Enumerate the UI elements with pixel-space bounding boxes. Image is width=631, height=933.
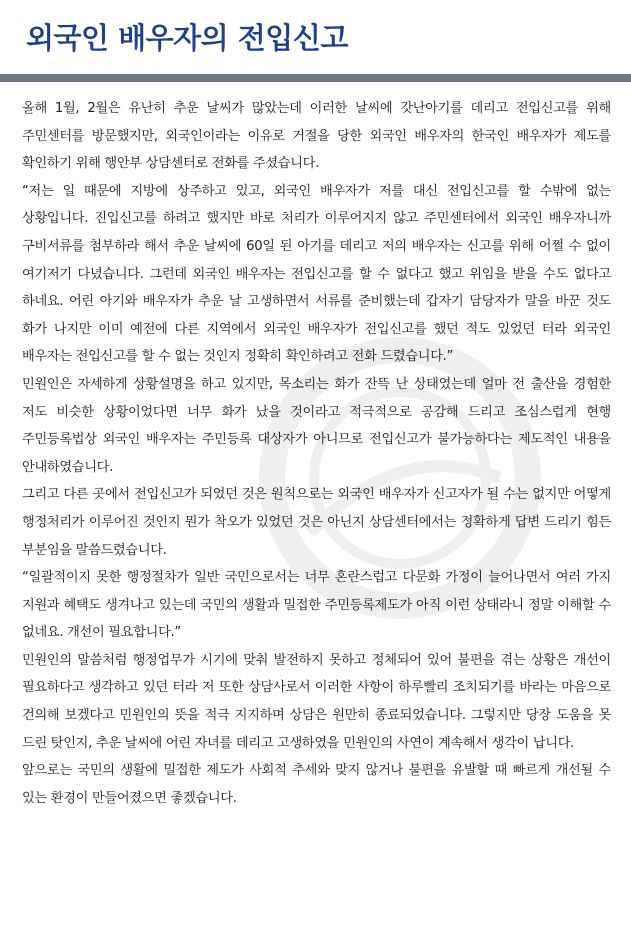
paragraph: 올해 1월, 2월은 유난히 추운 날씨가 많았는데 이러한 날씨에 갓난아기를 데리고 전입신고를 위해 주민센터를 방문했지만, 외국인이라는 이유로 거절을 당한 외국인 배우자의 한국인 배우자가 제도를 확인하기 위해 행안부 상담센터로 전화를 주셨습니다. [22, 101, 611, 172]
title-divider [0, 74, 631, 82]
article-title: 외국인 배우자의 전입신고 [26, 21, 348, 55]
paragraph: “저는 일 때문에 지방에 상주하고 있고, 외국인 배우자가 저를 대신 전입신고를 할 수밖에 없는 상황입니다. 진입신고를 하려고 했지만 바로 처리가 이루어지지 않고 주민센터에서 외국인 배우자니까 구비서류를 첨부하라 해서 추운 날씨에 60일 된 아기를 데리고 저의 배우자는 신고를 위해 어쩔 수 없이 여기저기 다녔습니다. 그런데 외국인 배우자는 전입신고를 할 수 없다고 했고 위임을 받을 수도 없다고 하네요. 어린 아기와 배우자가 추운 날 고생하면서 서류를 준비했는데 갑자기 담당자가 말을 바꾼 것도 화가 나지만 이미 예전에 다른 지역에서 외국인 배우자가 전입신고를 했던 적도 있었던 터라 외국인 배우자는 전입신고를 할 수 없는 것인지 정확히 확인하려고 전화 드렸습니다.” [22, 183, 611, 365]
article-body [22, 95, 611, 812]
paragraph: “일괄적이지 못한 행정절차가 일반 국민으로서는 너무 혼란스럽고 다문화 가정이 늘어나면서 여러 가지 지원과 혜택도 생겨나고 있는데 국민의 생활과 밀접한 주민등록제도가 아직 이런 상태라니 정말 이해할 수 없네요. 개선이 필요합니다.” [22, 570, 611, 641]
paragraph: 앞으로는 국민의 생활에 밀접한 제도가 사회적 추세와 맞지 않거나 불편을 유발할 때 빠르게 개선될 수 있는 환경이 만들어졌으면 좋겠습니다. [22, 763, 611, 806]
paragraph: 민원인은 자세하게 상황설명을 하고 있지만, 목소리는 화가 잔뜩 난 상태였는데 얼마 전 출산을 경험한 저도 비슷한 상황이었다면 너무 화가 났을 것이라고 적극적으로 공감해 드리고 조심스럽게 현행 주민등록법상 외국인 배우자는 주민등록 대상자가 아니므로 전입신고가 불가능하다는 제도적인 내용을 안내하였습니다. [22, 376, 611, 475]
paragraph: 그리고 다른 곳에서 전입신고가 되었던 것은 원칙으로는 외국인 배우자가 신고자가 될 수는 없지만 어떻게 행정처리가 이루어진 것인지 뭔가 착오가 있었던 것은 아닌지 상담센터에서는 정확하게 답변 드리기 힘든 부분임을 말씀드렸습니다. [22, 487, 611, 558]
paragraph: 민원인의 말씀처럼 행정업무가 시기에 맞춰 발전하지 못하고 정체되어 있어 불편을 겪는 상황은 개선이 필요하다고 생각하고 있던 터라 저 또한 상담사로서 이러한 사항이 하루빨리 조치되기를 바라는 마음으로 건의해 보겠다고 민원인의 뜻을 적극 지지하며 상담은 원만히 종료되었습니다. 그렇지만 당장 도움을 못 드린 탓인지, 추운 날씨에 어린 자녀를 데리고 고생하였을 민원인의 사연이 계속해서 생각이 납니다. [22, 652, 611, 751]
